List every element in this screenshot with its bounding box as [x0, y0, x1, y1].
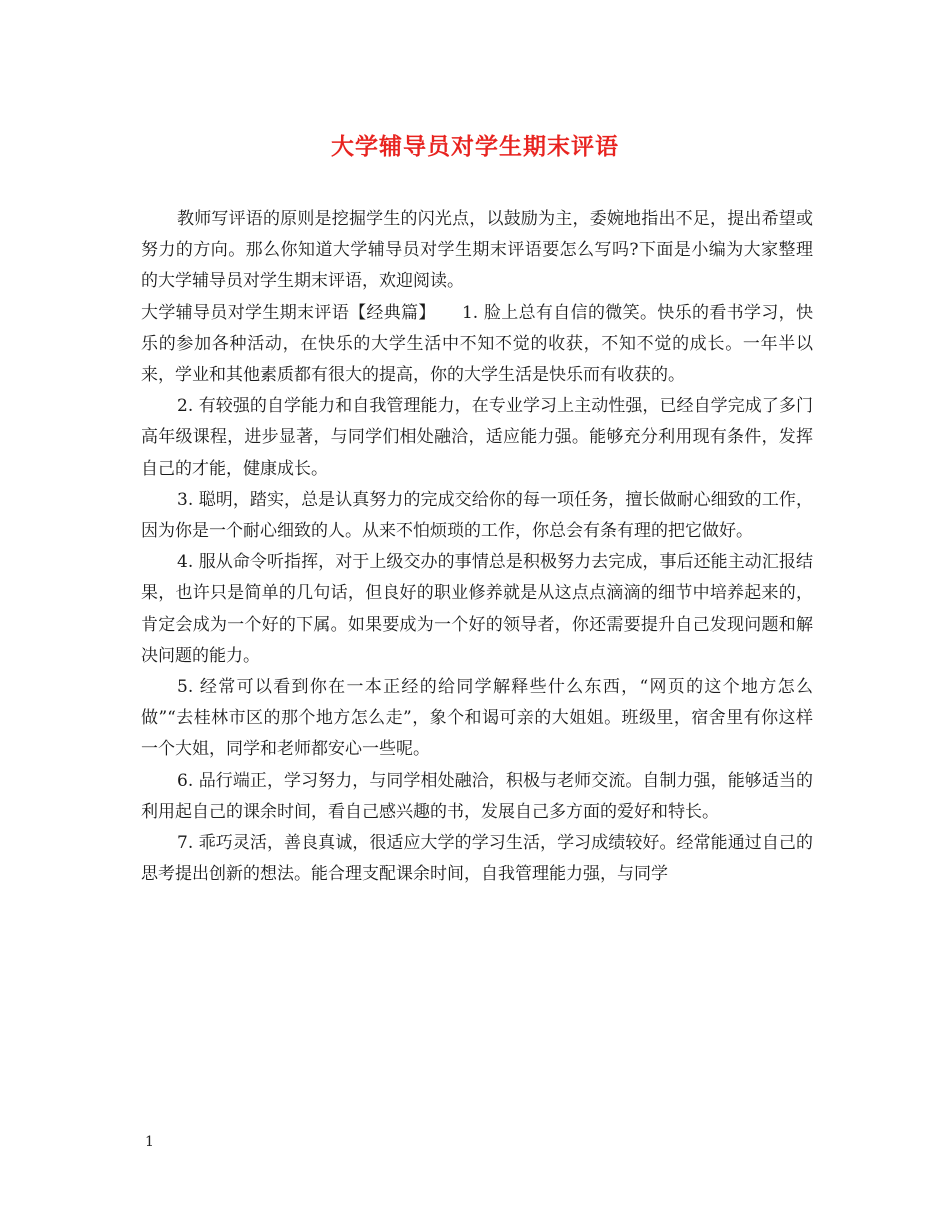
- comment-item-7: 7. 乖巧灵活，善良真诚，很适应大学的学习生活，学习成绩较好。经常能通过自己的思考提出创新的想法。能合理支配课余时间，自我管理能力强，与同学: [141, 833, 813, 885]
- intro-paragraph: 教师写评语的原则是挖掘学生的闪光点，以鼓励为主，委婉地指出不足，提出希望或努力的方向。那么你知道大学辅导员对学生期末评语要怎么写吗?下面是小编为大家整理的大学辅导员对学生期末评语，欢迎阅读。: [141, 209, 813, 292]
- document-title: 大学辅导员对学生期末评语: [331, 133, 619, 160]
- comment-item-1: 1. 脸上总有自信的微笑。快乐的看书学习，快乐的参加各种活动，在快乐的大学生活中不知不觉的收获，不知不觉的成长。一年半以来，学业和其他素质都有很大的提高，你的大学生活是快乐而有收获的。: [141, 302, 814, 386]
- comment-item-2: 2. 有较强的自学能力和自我管理能力，在专业学习上主动性强，已经自学完成了多门高年级课程，进步显著，与同学们相处融洽，适应能力强。能够充分利用现有条件，发挥自己的才能，健康成长。: [141, 396, 813, 479]
- comment-item-3: 3. 聪明，踏实，总是认真努力的完成交给你的每一项任务，擅长做耐心细致的工作，因为你是一个耐心细致的人。从来不怕烦琐的工作，你总会有条有理的把它做好。: [141, 489, 813, 542]
- document-body: [141, 204, 813, 890]
- section-paragraph: [141, 298, 813, 392]
- comment-item-4: 4. 服从命令听指挥，对于上级交办的事情总是积极努力去完成，事后还能主动汇报结果，也许只是简单的几句话，但良好的职业修养就是从这点点滴滴的细节中培养起来的，肯定会成为一个好的下属。如果要成为一个好的领导者，你还需要提升自己发现问题和解决问题的能力。: [141, 552, 813, 666]
- comment-item-6: 6. 品行端正，学习努力，与同学相处融洽，积极与老师交流。自制力强，能够适当的利用起自己的课余时间，看自己感兴趣的书，发展自己多方面的爱好和特长。: [141, 770, 813, 822]
- section-heading: 大学辅导员对学生期末评语【经典篇】: [141, 302, 428, 323]
- page-number: 1: [145, 1134, 154, 1150]
- comment-item-5: 5. 经常可以看到你在一本正经的给同学解释些什么东西，“网页的这个地方怎么做”“去桂林市区的那个地方怎么走”，象个和谒可亲的大姐姐。班级里，宿舍里有你这样一个大姐，同学和老师都安心一些呢。: [141, 677, 813, 760]
